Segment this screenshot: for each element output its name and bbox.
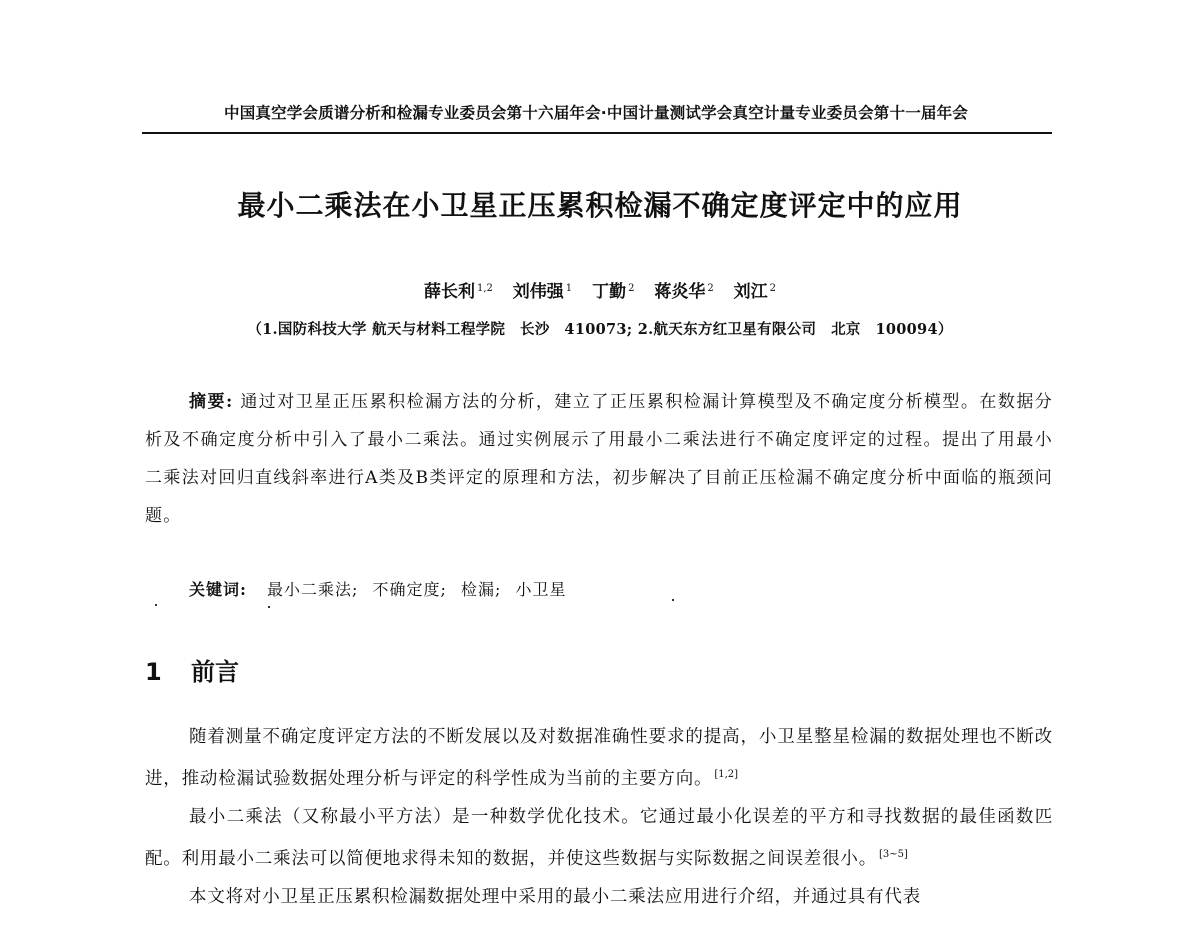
abstract	[145, 383, 1053, 535]
keyword: 最小二乘法	[267, 580, 353, 599]
abstract-text: 通过对卫星正压累积检漏方法的分析，建立了正压累积检漏计算模型及不确定度分析模型。在数据分析及不确定度分析中引入了最小二乘法。通过实例展示了用最小二乘法进行不确定度评定的过程。提出了用最小二乘法对回归直线斜率进行A类及B类评定的原理和方法，初步解决了目前正压检漏不确定度分析中面临的瓶颈问题。	[145, 392, 1053, 526]
author	[654, 282, 713, 302]
body-paragraph	[145, 798, 1053, 878]
running-header: 中国真空学会质谱分析和检漏专业委员会第十六届年会·中国计量测试学会真空计量专业委员会第十一届年会	[224, 104, 968, 122]
keyword: 检漏	[461, 580, 496, 599]
keyword-separator: ;	[440, 580, 447, 599]
affiliation-line: （1.国防科技大学 航天与材料工程学院 长沙 410073; 2.航天东方红卫星有限公司 北京 100094）	[247, 321, 953, 338]
author-affil-mark: 2	[707, 283, 714, 294]
author-affil-mark: 1,2	[476, 283, 493, 294]
section-heading	[145, 652, 239, 687]
paragraph-text: 本文将对小卫星正压累积检漏数据处理中采用的最小二乘法应用进行介绍，并通过具有代表	[189, 887, 921, 907]
body-paragraph	[145, 878, 1053, 916]
body-text	[145, 718, 1053, 916]
keyword-separator: ;	[352, 580, 359, 599]
author-name: 蒋炎华	[654, 282, 706, 302]
scan-speck	[155, 604, 157, 606]
paragraph-text: 随着测量不确定度评定方法的不断发展以及对数据准确性要求的提高，小卫星整星检漏的数据处理也不断改进，推动检漏试验数据处理分析与评定的科学性成为当前的主要方向。	[145, 727, 1053, 789]
author-affil-mark: 2	[769, 283, 777, 294]
author	[513, 282, 572, 302]
citation-ref: [3~5]	[879, 849, 908, 860]
abstract-label: 摘要:	[189, 392, 234, 412]
paper-title: 最小二乘法在小卫星正压累积检漏不确定度评定中的应用	[237, 189, 963, 222]
author-list	[0, 277, 1200, 302]
author	[734, 282, 776, 302]
section-title: 前言	[191, 658, 239, 686]
author	[424, 282, 493, 302]
paragraph-text: 最小二乘法（又称最小平方法）是一种数学优化技术。它通过最小化误差的平方和寻找数据的最佳函数匹配。利用最小二乘法可以简便地求得未知的数据，并使这些数据与实际数据之间误差很小。	[145, 807, 1053, 869]
header-rule	[142, 132, 1052, 134]
keywords	[189, 577, 567, 600]
keywords-label: 关键词:	[189, 580, 247, 599]
author-name: 刘江	[733, 282, 768, 302]
author-name: 丁勤	[592, 282, 627, 302]
keyword: 小卫星	[515, 580, 567, 599]
author-affil-mark: 1	[565, 283, 573, 294]
author-affil-mark: 2	[628, 283, 635, 294]
scan-speck	[672, 599, 674, 601]
scan-speck	[268, 606, 270, 608]
body-paragraph	[145, 718, 1053, 798]
author-name: 刘伟强	[512, 282, 564, 302]
abstract-paragraph	[145, 383, 1053, 535]
section-number: 1	[145, 658, 162, 686]
author-name: 薛长利	[423, 282, 475, 302]
keyword-separator: ;	[495, 580, 502, 599]
keyword: 不确定度	[372, 580, 441, 599]
author	[592, 282, 634, 302]
citation-ref: [1,2]	[714, 769, 739, 780]
